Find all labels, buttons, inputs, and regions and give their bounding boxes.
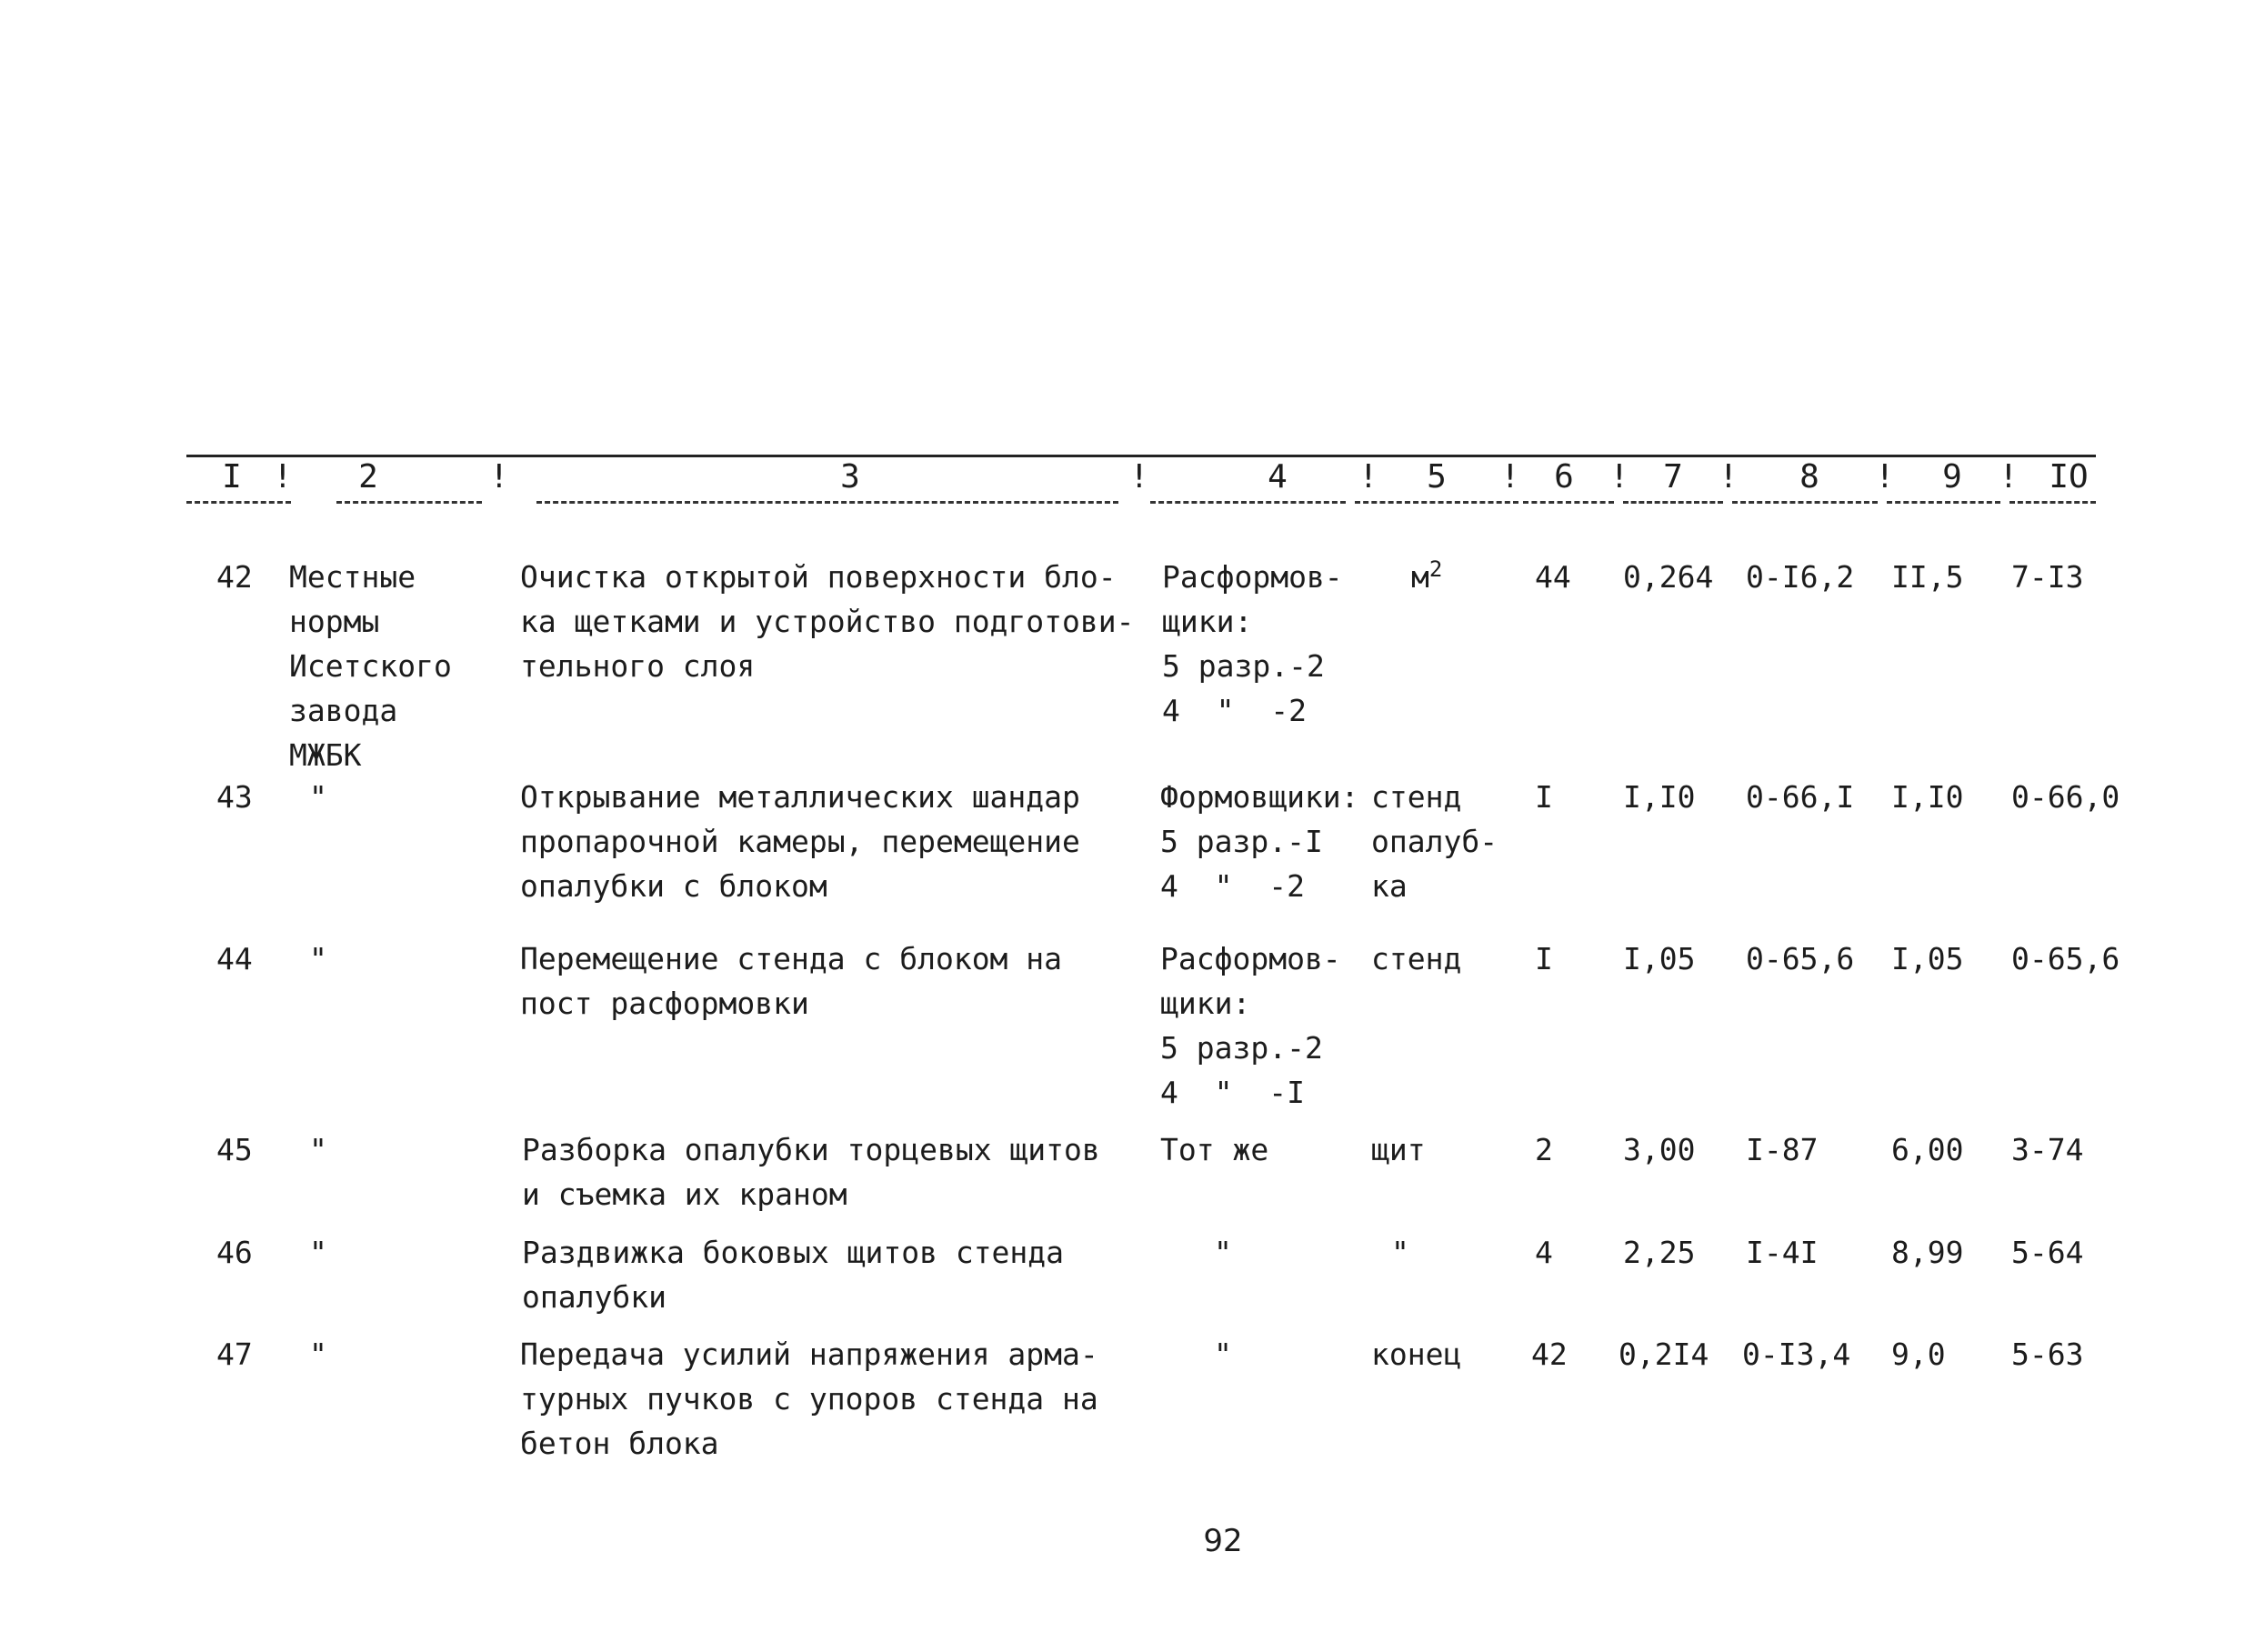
page-number: 92 — [1203, 1523, 1243, 1559]
operation-line: пост расформовки — [520, 986, 809, 1021]
col10-cell: 5-64 — [2011, 1235, 2084, 1270]
source-line: завода — [289, 693, 398, 728]
header-separator: ! — [1609, 458, 1629, 496]
source-cell — [309, 1230, 327, 1275]
source-cell — [309, 1332, 327, 1377]
unit-superscript: 2 — [1428, 556, 1443, 582]
col6-cell: 4 — [1535, 1235, 1553, 1270]
col6-cell: 44 — [1535, 559, 1571, 595]
header-col-2: 2 — [358, 458, 378, 496]
workers-line: Тот же — [1160, 1132, 1269, 1167]
col6-cell: I — [1535, 941, 1553, 976]
workers-line: 5 разр.-2 — [1160, 1030, 1323, 1066]
col8-cell: 0-66,I — [1746, 779, 1855, 815]
source-line: Исетского — [289, 648, 452, 684]
unit-cell — [1371, 1127, 1426, 1172]
operation-line: Открывание металлических шандар — [520, 779, 1080, 815]
col7-cell: 2,25 — [1623, 1235, 1696, 1270]
source-cell — [309, 1127, 327, 1172]
col8-cell: I-87 — [1746, 1132, 1819, 1167]
workers-cell — [1160, 775, 1359, 908]
source-cell — [289, 555, 452, 777]
header-separator: ! — [1719, 458, 1739, 496]
row-number: 42 — [216, 559, 253, 595]
operation-line: Раздвижка боковых щитов стенда — [522, 1235, 1065, 1270]
operation-cell — [520, 1332, 1098, 1466]
col10-cell: 0-65,6 — [2011, 941, 2120, 976]
col7-cell: 0,2I4 — [1619, 1337, 1709, 1372]
workers-line: щики: — [1160, 986, 1251, 1021]
col7-cell: I,05 — [1623, 941, 1696, 976]
col9-cell: 8,99 — [1891, 1235, 1964, 1270]
source-line: нормы — [289, 604, 380, 639]
col9-cell: 9,0 — [1891, 1337, 1946, 1372]
operation-line: Перемещение стенда с блоком на — [520, 941, 1063, 976]
header-separator: ! — [1500, 458, 1520, 496]
header-col-6: 6 — [1554, 458, 1574, 496]
col7-cell: 0,264 — [1623, 559, 1714, 595]
col6-cell: 2 — [1535, 1132, 1553, 1167]
header-underline — [186, 501, 291, 504]
col6-cell: I — [1535, 779, 1553, 815]
workers-line: Формовщики: — [1160, 779, 1359, 815]
header-underline — [1732, 501, 1878, 504]
unit-line: стенд — [1371, 941, 1462, 976]
header-separator: ! — [1358, 458, 1378, 496]
operation-cell — [520, 555, 1135, 688]
header-separator: ! — [1875, 458, 1895, 496]
unit-cell — [1371, 1332, 1461, 1377]
operation-line: и съемка их краном — [522, 1176, 847, 1212]
header-underline — [1355, 501, 1518, 504]
header-underline — [1150, 501, 1346, 504]
header-underline — [1887, 501, 2000, 504]
workers-line: 4 " -2 — [1162, 693, 1307, 728]
ditto-mark: " — [309, 1337, 327, 1372]
header-underline — [1523, 501, 1614, 504]
workers-cell — [1160, 1127, 1268, 1172]
ditto-mark: " — [309, 1235, 327, 1270]
operation-line: опалубки — [522, 1279, 666, 1315]
unit-line: конец — [1371, 1337, 1462, 1372]
source-cell — [309, 936, 327, 981]
unit-line: опалуб- — [1371, 824, 1498, 859]
col9-cell: II,5 — [1891, 559, 1964, 595]
workers-line: Расформов- — [1162, 559, 1343, 595]
unit-line: стенд — [1371, 779, 1462, 815]
header-underline — [536, 501, 1118, 504]
row-number: 43 — [216, 779, 253, 815]
header-col-10: IO — [2049, 458, 2089, 496]
col9-cell: I,I0 — [1891, 779, 1964, 815]
source-line: Местные — [289, 559, 416, 595]
source-line: МЖБК — [289, 737, 362, 773]
operation-line: опалубки с блоком — [520, 868, 827, 904]
header-separator: ! — [489, 458, 509, 496]
operation-line: турных пучков с упоров стенда на — [520, 1381, 1098, 1417]
operation-line: Очистка открытой поверхности бло- — [520, 559, 1117, 595]
operation-line: бетон блока — [520, 1426, 719, 1461]
header-underline — [1623, 501, 1723, 504]
header-underline — [336, 501, 482, 504]
row-number: 47 — [216, 1337, 253, 1372]
header-separator: ! — [1999, 458, 2019, 496]
col9-cell: 6,00 — [1891, 1132, 1964, 1167]
ditto-mark: " — [1214, 1337, 1232, 1372]
ditto-mark: " — [1391, 1235, 1409, 1270]
source-cell — [309, 775, 327, 819]
col9-cell: I,05 — [1891, 941, 1964, 976]
workers-cell — [1214, 1230, 1232, 1275]
col7-cell: I,I0 — [1623, 779, 1696, 815]
col10-cell: 7-I3 — [2011, 559, 2084, 595]
operation-cell — [520, 936, 1062, 1026]
workers-cell — [1214, 1332, 1232, 1377]
workers-cell — [1162, 555, 1343, 733]
workers-cell — [1160, 936, 1341, 1115]
col8-cell: 0-I6,2 — [1746, 559, 1855, 595]
col10-cell: 0-66,0 — [2011, 779, 2120, 815]
col6-cell: 42 — [1531, 1337, 1568, 1372]
header-col-1: I — [222, 458, 242, 496]
row-number: 44 — [216, 941, 253, 976]
workers-line: 4 " -I — [1160, 1075, 1305, 1110]
col8-cell: 0-I3,4 — [1742, 1337, 1851, 1372]
operation-line: Передача усилий напряжения арма- — [520, 1337, 1098, 1372]
col10-cell: 5-63 — [2011, 1337, 2084, 1372]
ditto-mark: " — [309, 779, 327, 815]
ditto-mark: " — [1214, 1235, 1232, 1270]
ditto-mark: " — [309, 1132, 327, 1167]
header-separator: ! — [1129, 458, 1149, 496]
unit-cell — [1391, 1230, 1409, 1275]
unit-cell — [1371, 775, 1498, 908]
unit-cell — [1411, 555, 1442, 599]
header-underline — [2009, 501, 2096, 504]
header-col-8: 8 — [1799, 458, 1819, 496]
col7-cell: 3,00 — [1623, 1132, 1696, 1167]
header-col-3: 3 — [840, 458, 860, 496]
row-number: 46 — [216, 1235, 253, 1270]
unit-line: щит — [1371, 1132, 1426, 1167]
operation-cell — [522, 1127, 1100, 1216]
operation-cell — [522, 1230, 1064, 1319]
header-col-5: 5 — [1427, 458, 1447, 496]
workers-line: Расформов- — [1160, 941, 1341, 976]
col8-cell: I-4I — [1746, 1235, 1819, 1270]
unit-cell — [1371, 936, 1461, 981]
header-col-7: 7 — [1663, 458, 1683, 496]
workers-line: 5 разр.-I — [1160, 824, 1323, 859]
operation-cell — [520, 775, 1080, 908]
unit-text: м — [1411, 559, 1429, 595]
workers-line: 4 " -2 — [1160, 868, 1305, 904]
operation-line: пропарочной камеры, перемещение — [520, 824, 1080, 859]
row-number: 45 — [216, 1132, 253, 1167]
header-col-4: 4 — [1268, 458, 1288, 496]
header-separator: ! — [273, 458, 293, 496]
workers-line: 5 разр.-2 — [1162, 648, 1325, 684]
header-col-9: 9 — [1942, 458, 1962, 496]
ditto-mark: " — [309, 941, 327, 976]
unit-line: ка — [1371, 868, 1408, 904]
operation-line: ка щетками и устройство подготови- — [520, 604, 1135, 639]
col10-cell: 3-74 — [2011, 1132, 2084, 1167]
operation-line: Разборка опалубки торцевых щитов — [522, 1132, 1100, 1167]
operation-line: тельного слоя — [520, 648, 756, 684]
workers-line: щики: — [1162, 604, 1253, 639]
col8-cell: 0-65,6 — [1746, 941, 1855, 976]
